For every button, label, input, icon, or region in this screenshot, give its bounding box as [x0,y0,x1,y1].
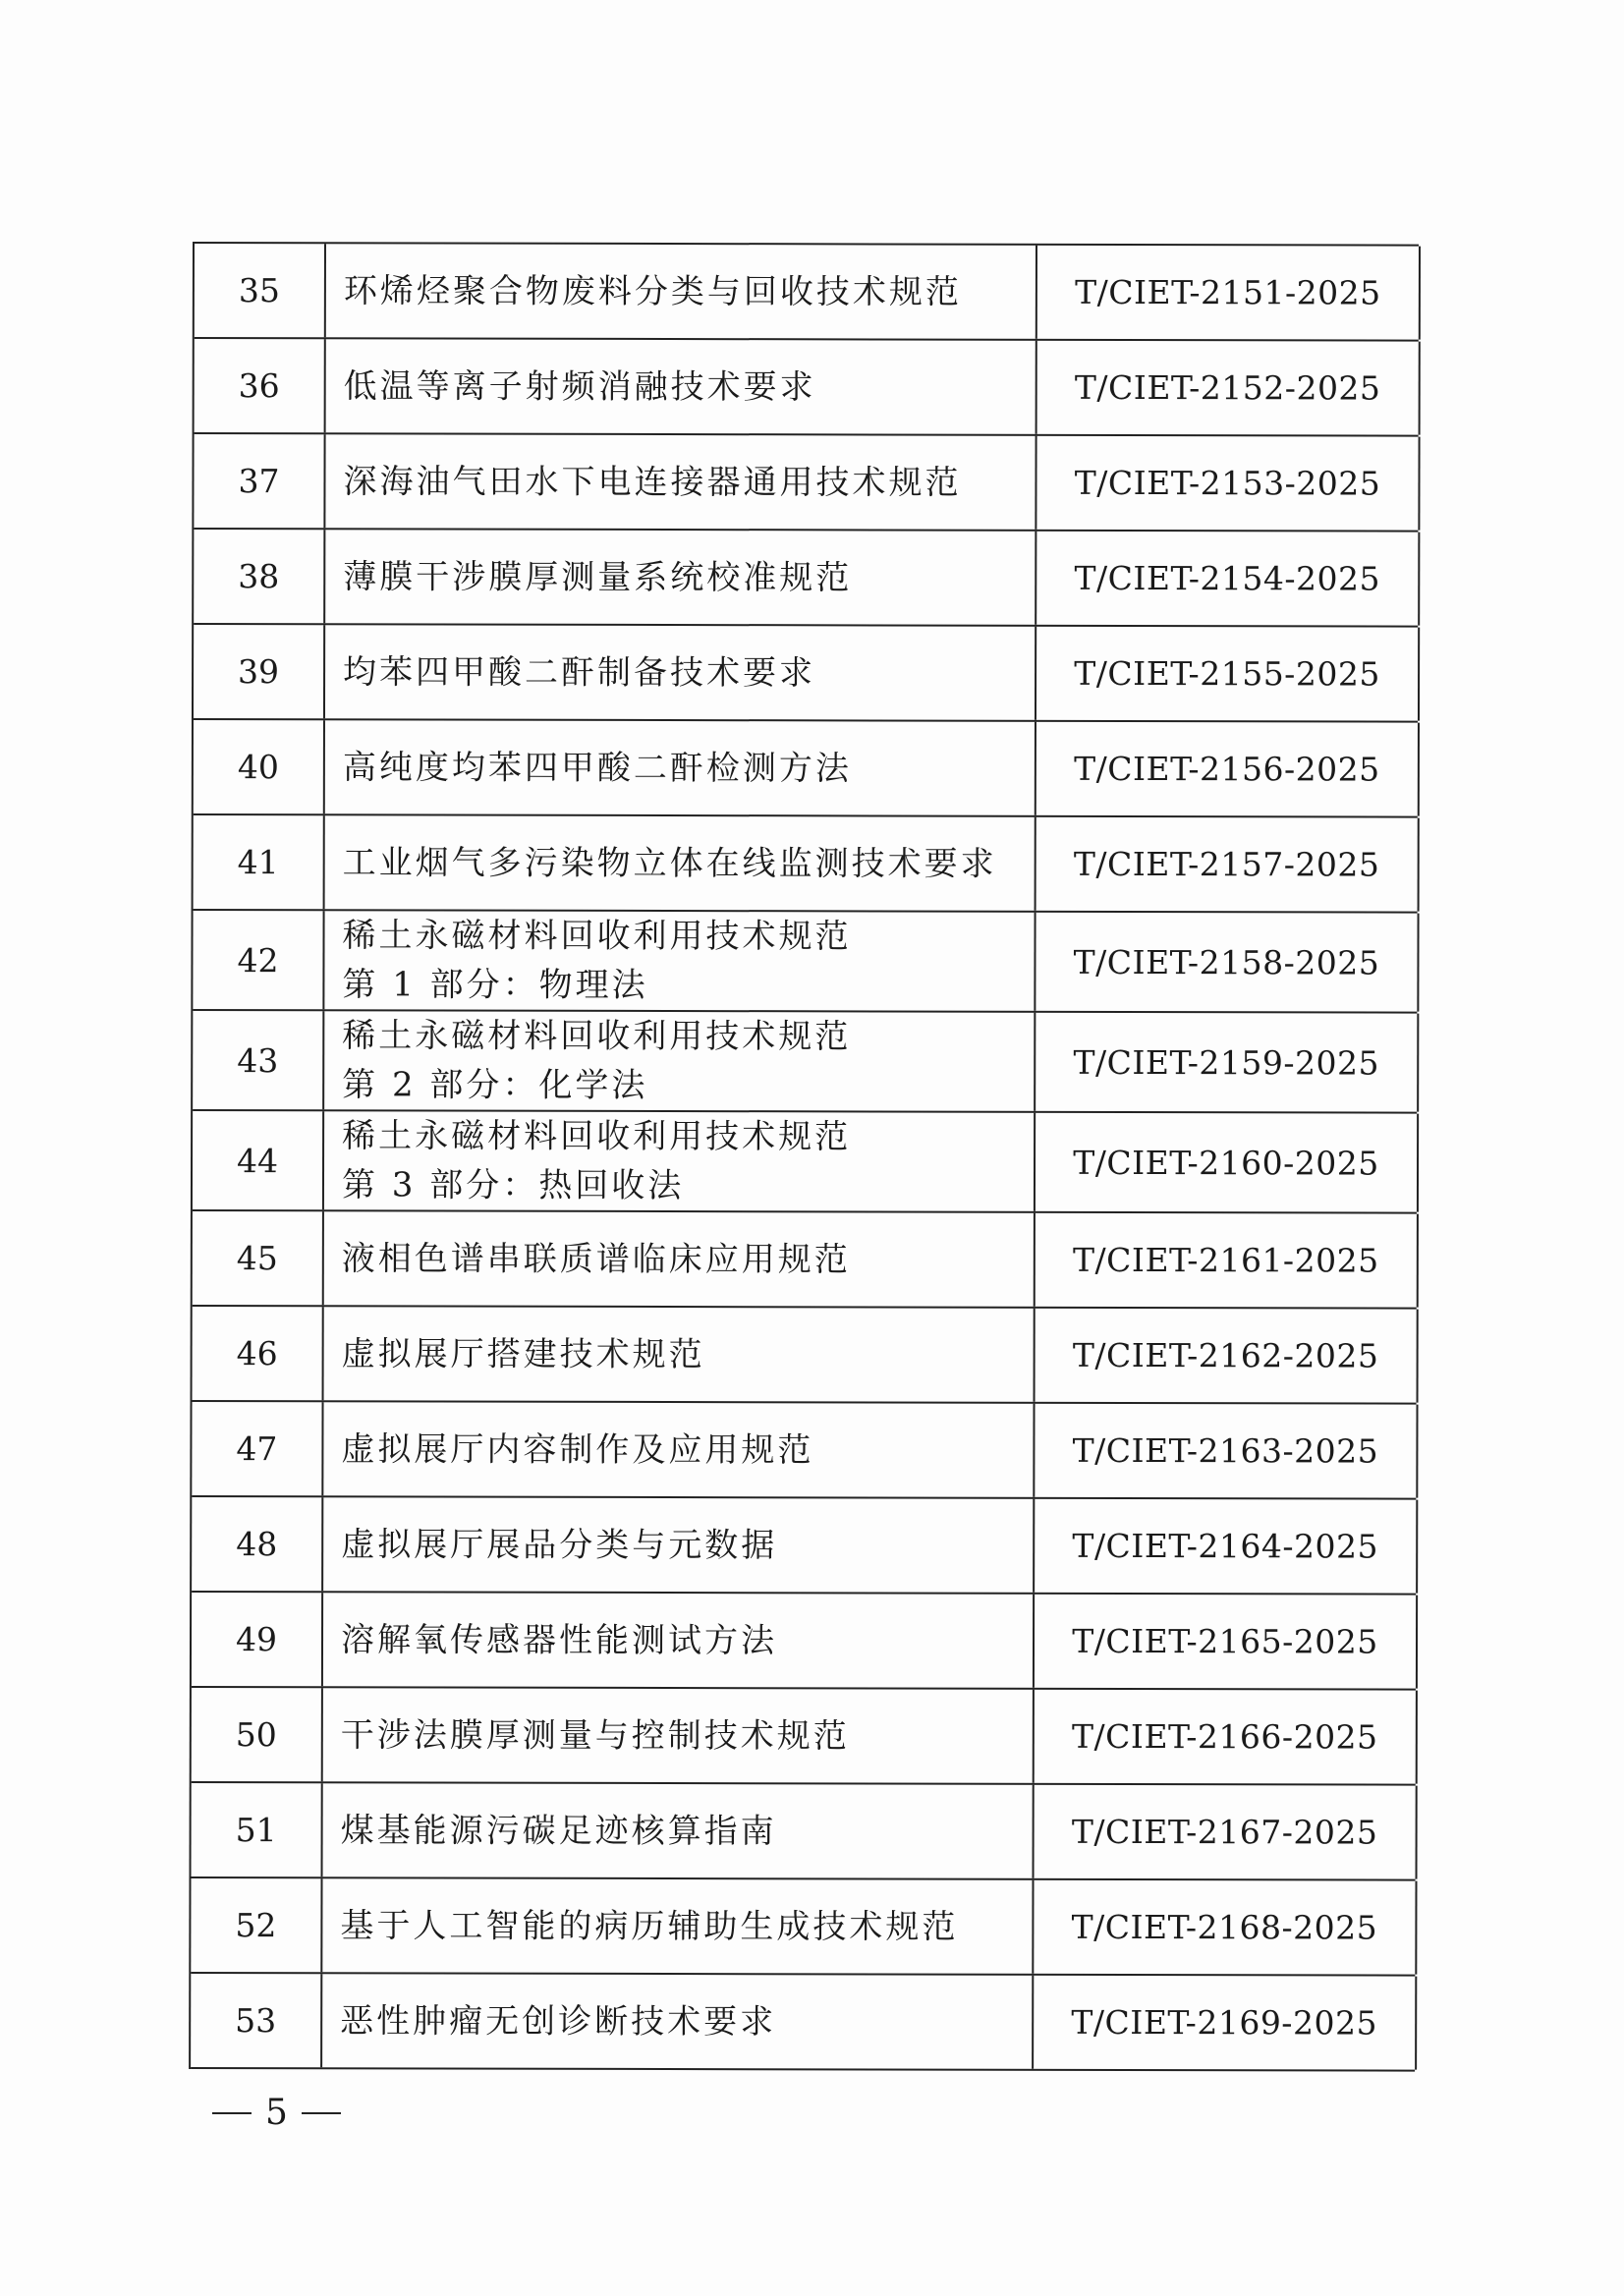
standard-name [324,1211,1036,1307]
page-footer [212,2093,341,2133]
standard-name-line: 恶性肿瘤无创诊断技术要求 [340,2000,777,2042]
table-row [194,720,1418,818]
row-number: 37 [194,434,325,528]
table-row [192,1593,1416,1691]
standard-name [326,244,1037,339]
table-row [193,1211,1417,1310]
standard-code: T/CIET-2158-2025 [1036,913,1419,1012]
standard-name [325,530,1036,625]
standard-name [322,1878,1034,1974]
standard-name-line: 稀土永磁材料回收利用技术规范 [342,916,852,957]
standard-name [323,1402,1035,1497]
row-number: 40 [194,720,325,813]
standard-name-line: 虚拟展厅搭建技术规范 [341,1333,705,1374]
standard-name [323,1497,1035,1593]
standard-name [322,1974,1034,2069]
standard-code: T/CIET-2151-2025 [1037,246,1421,340]
standard-code: T/CIET-2165-2025 [1035,1595,1418,1689]
table-row [194,434,1418,532]
row-number: 46 [193,1307,324,1400]
table-row [195,339,1419,437]
standard-code: T/CIET-2156-2025 [1036,722,1420,816]
row-number: 50 [192,1688,323,1781]
standard-code: T/CIET-2162-2025 [1036,1309,1419,1403]
row-number: 45 [193,1211,324,1305]
table-row [192,1688,1416,1786]
standard-name-line: 溶解氧传感器性能测试方法 [340,1619,778,1660]
standard-name [324,1111,1036,1211]
standards-table [189,242,1419,2072]
standard-code: T/CIET-2157-2025 [1036,817,1420,912]
row-number: 39 [194,625,325,718]
standard-code: T/CIET-2160-2025 [1036,1113,1419,1212]
standard-name [323,1783,1035,1878]
standard-name-line: 虚拟展厅内容制作及应用规范 [341,1428,814,1470]
row-number: 35 [195,244,326,337]
standard-name [325,720,1036,815]
standard-name-line: 稀土永磁材料回收利用技术规范 [342,1116,852,1157]
standard-name-line: 干涉法膜厚测量与控制技术规范 [340,1714,850,1756]
standard-name [326,339,1037,434]
standard-code: T/CIET-2166-2025 [1035,1690,1418,1784]
row-number: 36 [195,339,326,432]
standard-name-line: 低温等离子射频消融技术要求 [343,365,816,407]
row-number: 47 [192,1402,323,1495]
table-row [192,1783,1416,1881]
standard-code: T/CIET-2163-2025 [1035,1404,1418,1498]
standard-name [324,1011,1036,1111]
table-row [191,1878,1415,1977]
standard-code: T/CIET-2161-2025 [1036,1213,1419,1308]
standard-name-line: 虚拟展厅展品分类与元数据 [341,1524,778,1565]
standard-name-line: 均苯四甲酸二酐制备技术要求 [343,651,816,693]
standard-name [325,815,1036,911]
row-number: 38 [194,530,325,623]
table-row [192,1497,1416,1596]
standard-code: T/CIET-2168-2025 [1034,1880,1417,1975]
table-row [191,1974,1415,2072]
row-number: 52 [191,1878,322,1972]
standard-code: T/CIET-2169-2025 [1034,1976,1417,2070]
standard-name [324,1307,1036,1402]
standard-name-line: 第 3 部分：热回收法 [341,1165,685,1206]
standard-name-line: 基于人工智能的病历辅助生成技术规范 [340,1905,959,1947]
standard-name [324,911,1036,1011]
table-row [193,1011,1417,1114]
standard-code: T/CIET-2153-2025 [1036,436,1420,531]
standard-name [323,1593,1035,1688]
table-row [194,530,1418,628]
row-number: 41 [194,815,325,909]
standard-name-line: 第 1 部分：物理法 [342,965,648,1005]
table-row [194,625,1418,723]
standard-name-line: 工业烟气多污染物立体在线监测技术要求 [342,842,997,884]
standard-name-line: 稀土永磁材料回收利用技术规范 [342,1016,852,1057]
row-number: 42 [193,911,324,1009]
standard-code: T/CIET-2159-2025 [1036,1013,1419,1112]
standard-name-line: 高纯度均苯四甲酸二酐检测方法 [342,747,852,788]
standard-code: T/CIET-2164-2025 [1035,1499,1418,1594]
row-number: 44 [193,1111,324,1209]
standard-name-line: 深海油气田水下电连接器通用技术规范 [343,461,962,503]
row-number: 51 [192,1783,323,1876]
row-number: 48 [192,1497,323,1591]
table-row [192,1402,1416,1500]
table-row [193,1111,1417,1214]
standard-name-line: 第 2 部分：化学法 [342,1065,648,1105]
table-row [195,244,1419,342]
standard-name-line: 液相色谱串联质谱临床应用规范 [341,1238,851,1279]
standard-code: T/CIET-2152-2025 [1037,341,1421,435]
row-number: 49 [192,1593,323,1686]
standard-code: T/CIET-2154-2025 [1036,532,1420,626]
table-row [193,911,1417,1014]
standard-code: T/CIET-2167-2025 [1035,1785,1418,1879]
standard-name [325,625,1036,720]
standard-name-line: 薄膜干涉膜厚测量系统校准规范 [343,556,853,597]
standard-name [323,1688,1035,1783]
standard-code: T/CIET-2155-2025 [1036,627,1420,721]
standard-name-line: 环烯烃聚合物废料分类与回收技术规范 [343,270,962,312]
standard-name-line: 煤基能源污碳足迹核算指南 [340,1810,777,1851]
table-row [194,815,1418,914]
row-number: 43 [193,1011,324,1109]
standard-name [325,434,1036,530]
footer-dash-right [302,2112,341,2114]
table-row [193,1307,1417,1405]
page-number: 5 [265,2093,288,2133]
footer-dash-left [212,2112,252,2114]
row-number: 53 [191,1974,322,2067]
